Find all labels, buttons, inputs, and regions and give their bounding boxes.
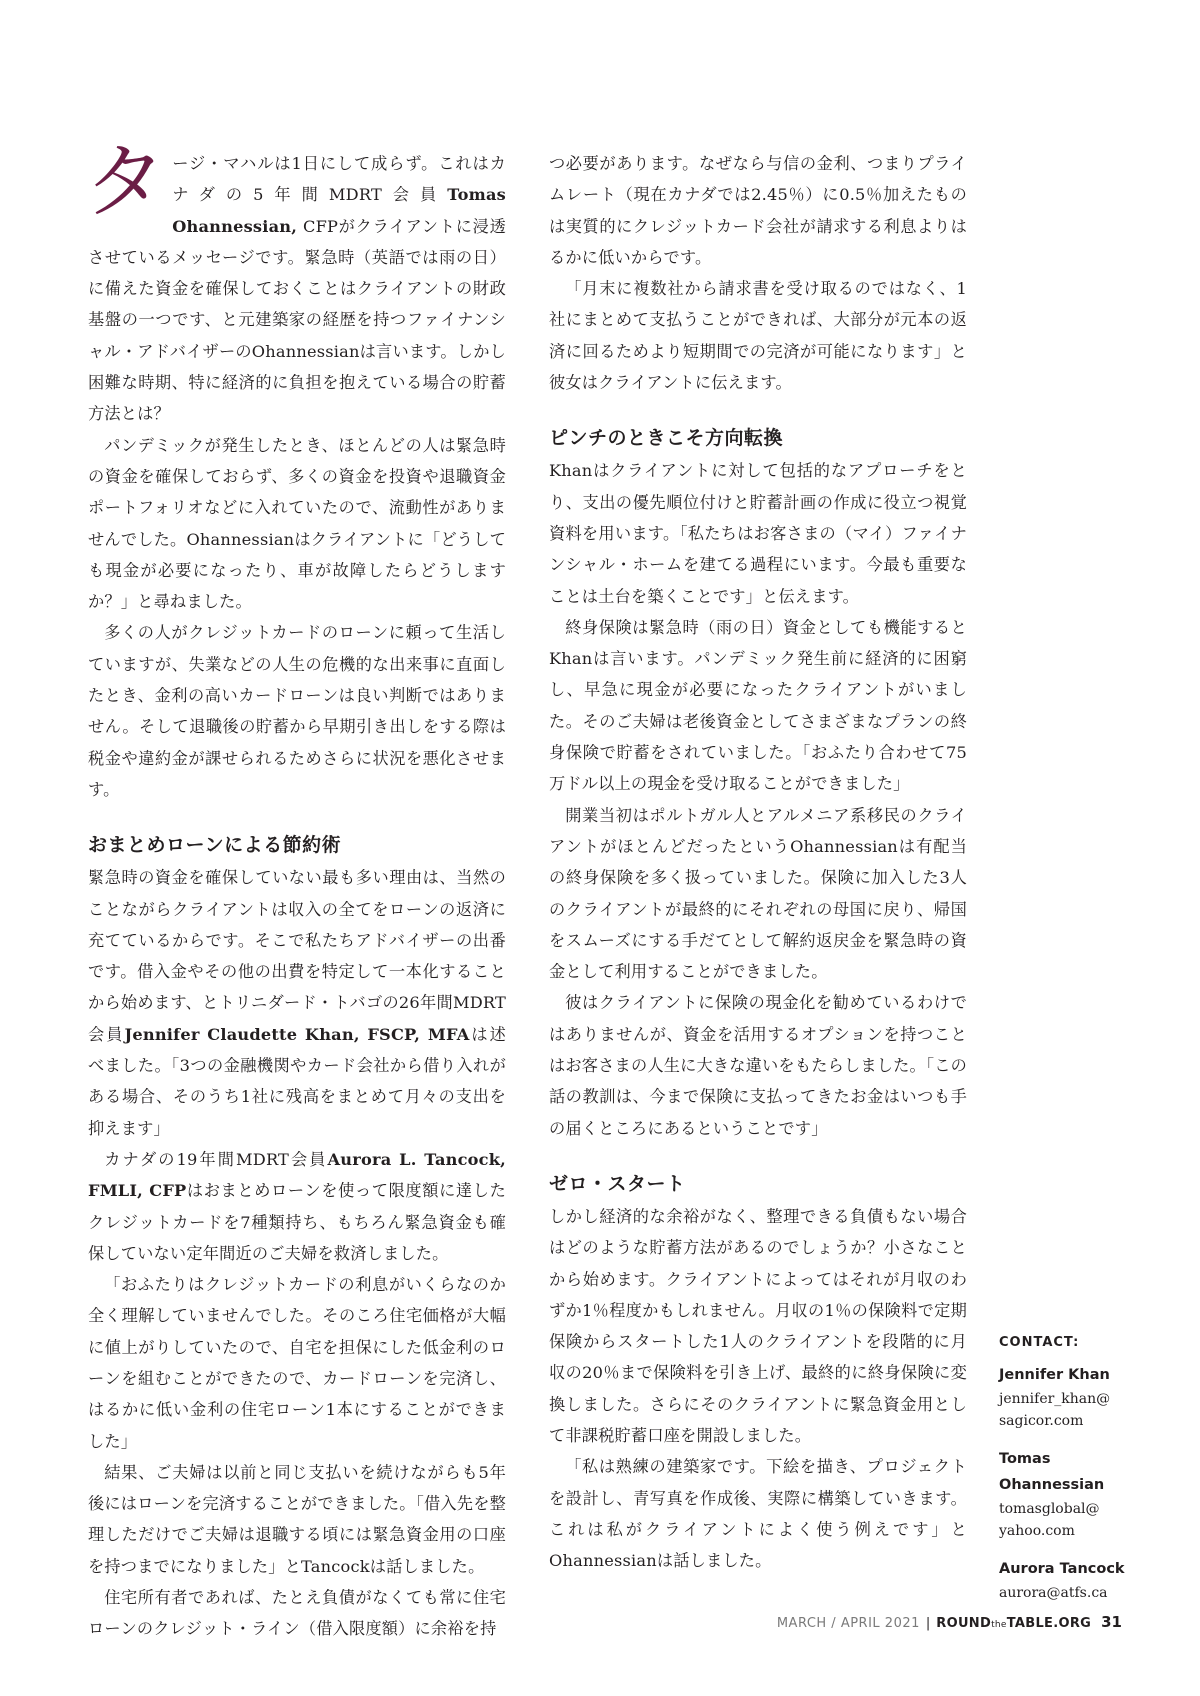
contact-sidebar <box>999 1335 1149 1618</box>
issue-date: MARCH / APRIL 2021 <box>776 1616 920 1631</box>
body-text: カナダの19年間MDRT会員 <box>104 1149 328 1169</box>
member-name-tancock: Aurora L. Tancock, FMLI, CFP <box>88 1149 506 1201</box>
contact-name: Aurora Tancock <box>999 1561 1125 1577</box>
page-footer <box>777 1613 1122 1631</box>
body-paragraph <box>88 862 506 1144</box>
brand-round: ROUND <box>936 1616 992 1631</box>
member-name-khan: Jennifer Claudette Khan, FSCP, MFA <box>124 1024 470 1044</box>
contact-entry <box>999 1446 1149 1542</box>
body-paragraph: 開業当初はポルトガル人とアルメニア系移民のクライアントがほとんどだったというOhannessianは有配当の終身保険を多く扱っていました。保険に加入した3人のクライアントが最終的にそれぞれの母国に戻り、帰国をスムーズにする手だてとして解約返戻金を緊急時の資金として利用することができました。 <box>549 805 967 982</box>
lead-text-rest: がクライアントに浸透させているメッセージです。緊急時（英語では雨の日）に備えた資金を確保しておくことはクライアントの財政基盤の一つです、と元建築家の経歴を持つファイナンシャル・アドバイザーのOhannessianは言います。しかし困難な時期、特に経済的に負担を抱えている場合の貯蓄方法とは？ <box>88 216 506 424</box>
body-paragraph: パンデミックが発生したとき、ほとんどの人は緊急時の資金を確保しておらず、多くの資金を投資や退職資金ポートフォリオなどに入れていたので、流動性がありませんでした。Ohannessianはクライアントに「どうしても現金が必要になったり、車が故障したらどうしますか？」と尋ねました。 <box>88 435 506 612</box>
body-paragraph: 終身保険は緊急時（雨の日）資金としても機能するとKhanは言います。パンデミック発生前に経済的に困窮し、早急に現金が必要になったクライアントがいました。そのご夫婦は老後資金としてさまざまなプランの終身保険で貯蓄をされていました。「おふたり合わせて75万ドル以上の現金を受け取ることができました」 <box>549 617 967 794</box>
body-paragraph: 結果、ご夫婦は以前と同じ支払いを続けながらも5年後にはローンを完済することができました。「借入先を整理しただけでご夫婦は退職する頃には緊急資金用の口座を持つまでになりました」とTancockは話しました。 <box>88 1462 506 1576</box>
section-heading: ゼロ・スタート <box>549 1172 686 1195</box>
body-paragraph <box>88 1144 506 1269</box>
brand-logo <box>936 1616 1091 1631</box>
footer-separator: | <box>925 1616 931 1631</box>
body-paragraph: 「月末に複数社から請求書を受け取るのではなく、1社にまとめて支払うことができれば、大部分が元本の返済に回るためより短期間での完済が可能になります」と彼女はクライアントに伝えます。 <box>549 279 967 393</box>
body-text: はおまとめローンを使って限度額に達したクレジットカードを7種類持ち、もちろん緊急資金も確保していない定年間近のご夫婦を救済しました。 <box>88 1181 506 1263</box>
section-heading: ピンチのときこそ方向転換 <box>549 427 784 450</box>
body-paragraph: しかし経済的な余裕がなく、整理できる負債もない場合はどのような貯蓄方法があるのでしょうか？小さなことから始めます。クライアントによってはそれが月収のわずか1％程度かもしれません。月収の1％の保険料で定期保険からスタートした1人のクライアントを段階的に月収の20％まで保険料を引き上げ、最終的に終身保険に変換しました。さらにそのクライアントに緊急資金用として非課税貯蓄口座を開設しました。 <box>549 1206 967 1445</box>
contact-entry <box>999 1556 1149 1604</box>
body-paragraph: 「おふたりはクレジットカードの利息がいくらなのか全く理解していませんでした。そのころ住宅価格が大幅に値上がりしていたので、自宅を担保にした低金利のローンを組むことができたので、カードローンを完済し、はるかに低い金利の住宅ローン1本にすることができました」 <box>88 1275 506 1451</box>
contact-email[interactable]: jennifer_khan@ sagicor.com <box>999 1391 1111 1429</box>
contact-name: Tomas Ohannessian <box>999 1451 1105 1493</box>
lead-paragraph <box>84 135 506 430</box>
body-paragraph: Khanはクライアントに対して包括的なアプローチをとり、支出の優先順位付けと貯蓄計画の作成に役立つ視覚資料を用います。「私たちはお客さまの（マイ）ファイナンシャル・ホームを建てる過程にいます。今最も重要なことは土台を築くことです」と伝えます。 <box>549 461 967 606</box>
member-name-ohannessian: Tomas Ohannessian, <box>172 185 506 236</box>
body-paragraph: つ必要があります。なぜなら与信の金利、つまりプライムレート（現在カナダでは2.45％）に0.5％加えたものは実質的にクレジットカード会社が請求する利息よりはるかに低いからです。 <box>549 154 967 267</box>
body-paragraph: 「私は熟練の建築家です。下絵を描き、プロジェクトを設計し、青写真を作成後、実際に構築していきます。これは私がクライアントによく使う例えです」とOhannessianは話しました。 <box>549 1457 967 1571</box>
left-column <box>84 135 506 1645</box>
body-paragraph: 住宅所有者であれば、たとえ負債がなくても常に住宅ローンのクレジット・ライン（借入限度額）に余裕を持 <box>88 1588 506 1639</box>
contact-heading: CONTACT: <box>999 1335 1080 1350</box>
body-paragraph: 彼はクライアントに保険の現金化を勧めているわけではありませんが、資金を活用するオプションを持つことはお客さまの人生に大きな違いをもたらしました。「この話の教訓は、今まで保険に支払ってきたお金はいつも手の届くところにあるということです」 <box>549 993 967 1138</box>
drop-cap: タ <box>84 135 167 230</box>
body-paragraph: 多くの人がクレジットカードのローンに頼って生活していますが、失業などの人生の危機的な出来事に直面したとき、金利の高いカードローンは良い判断ではありません。そして退職後の貯蓄から早期引き出しをする際は税金や違約金が課せられるためさらに状況を悪化させます。 <box>88 623 506 799</box>
body-text: は述べました。「3つの金融機関やカード会社から借り入れがある場合、そのうち1社に残高をまとめて月々の支出を抑えます」 <box>88 1024 506 1138</box>
member-credential: CFP <box>303 216 339 236</box>
right-column <box>549 148 967 1576</box>
contact-email[interactable]: aurora@atfs.ca <box>999 1585 1108 1601</box>
lead-text: ージ・マハルは1日にして成らず。これはカナダの5年間MDRT会員 <box>172 154 506 205</box>
contact-entry <box>999 1362 1149 1432</box>
brand-the: the <box>991 1620 1007 1630</box>
brand-table: TABLE.ORG <box>1006 1616 1092 1631</box>
body-text: 緊急時の資金を確保していない最も多い理由は、当然のことながらクライアントは収入の全てをローンの返済に充てているからです。そこで私たちアドバイザーの出番です。借入金やその他の出費を特定して一本化することから始めます、とトリニダード・トバゴの26年間MDRT会員 <box>88 868 506 1044</box>
page-number: 31 <box>1101 1613 1122 1631</box>
section-heading: おまとめローンによる節約術 <box>88 834 342 857</box>
contact-email[interactable]: tomasglobal@ yahoo.com <box>999 1501 1100 1539</box>
contact-name: Jennifer Khan <box>999 1367 1110 1383</box>
